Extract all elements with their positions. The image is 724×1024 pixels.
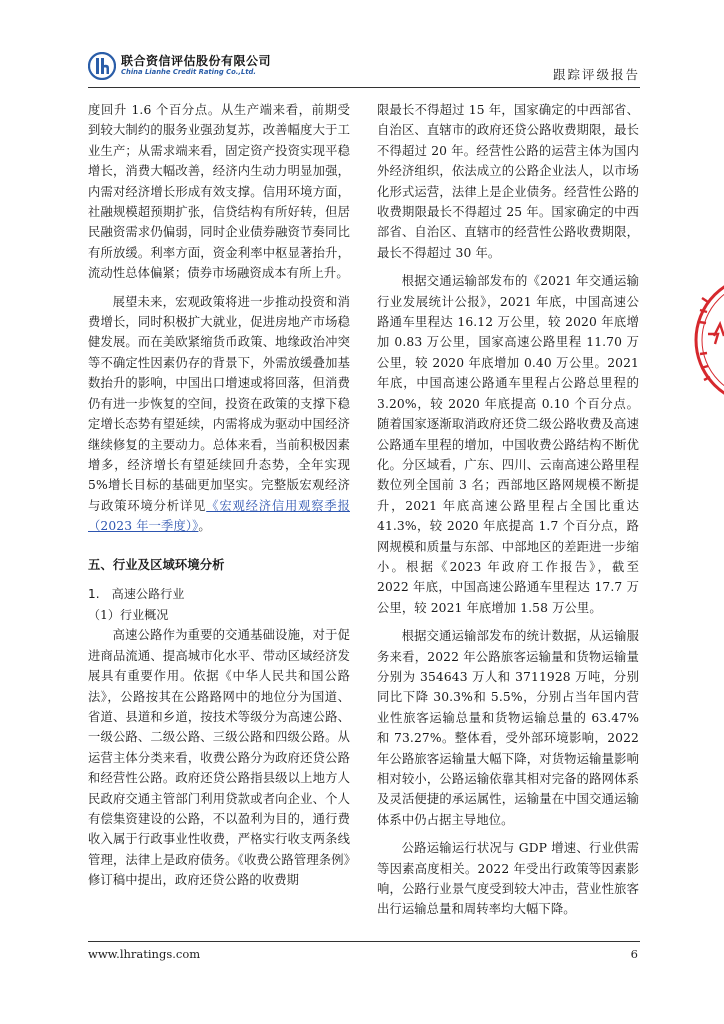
paragraph: 度回升 1.6 个百分点。从生产端来看，前期受到较大制约的服务业强劲复苏，改善幅度大于工业生产；从需求端来看，固定资产投资实现平稳增长，消费大幅改善，经济内生动力明显加强，内需对经济增长形成有效支撑。信用环境方面，社融规模超预期扩张，信贷结构有所好转，但居民融资需求仍偏弱，同时企业债券融资节奏同比有所放缓。利率方面，资金利率中枢显著抬升，流动性总体偏紧；债券市场融资成本有所上升。 bbox=[88, 103, 350, 281]
paragraph-text: 展望未来，宏观政策将进一步推动投资和消费增长，同时积极扩大就业，促进房地产市场稳健发展。而在美欧紧缩货币政策、地缘政治冲突等不确定性因素仍存的背景下，外需放缓叠加基数抬升的影响，中国出口增速或将回落，但消费仍有进一步恢复的空间，投资在政策的支撑下稳定增长态势有望延续，内需将成为驱动中国经济继续修复的主要动力。总体来看，当前积极因素增多，经济增长有望延续回升态势，全年实现 5%增长目标的基础更加坚实。完整版宏观经济与政策环境分析详见 bbox=[88, 294, 350, 513]
company-name-cn: 联合资信评估股份有限公司 bbox=[121, 54, 272, 68]
footer-divider bbox=[88, 941, 640, 942]
header-divider bbox=[88, 87, 640, 88]
company-seal-icon bbox=[688, 270, 724, 410]
left-column bbox=[88, 100, 350, 891]
paragraph: 限最长不得超过 15 年，国家确定的中西部省、自治区、直辖市的政府还贷公路收费期限，最长不得超过 20 年。经营性公路的运营主体为国内外经济组织，依法成立的公路企业法人，以市场化形式运营，法律上是企业债务。经营性公路的收费期限最长不得超过 25 年。国家确定的中西部省、自治区、直辖市的经营性公路收费期限，最长不得超过 30 年。 bbox=[377, 103, 639, 260]
paragraph: 根据交通运输部发布的统计数据，从运输服务来看，2022 年公路旅客运输量和货物运输量分别为 354643 万人和 3711928 万吨，分别同比下降 30.3%和 5.5%，分别占当年国内营业性旅客运输总量和货物运输总量的 63.47%和 73.27%。整体看，受外部环境影响，2022 年公路旅客运输量大幅下降，对货物运输量影响相对较小，公路运输依靠其相对完备的路网体系及灵活便捷的承运属性，运输量在中国交通运输体系中仍占据主导地位。 bbox=[377, 629, 639, 827]
paragraph: 根据交通运输部发布的《2021 年交通运输行业发展统计公报》，2021 年底，中国高速公路通车里程达 16.12 万公里，较 2020 年底增加 0.83 万公里，国家高速公路里程 11.70 万公里，较 2020 年底增加 0.40 万公里。2021 年底，中国高速公路通车里程占公路总里程的 3.20%，较 2020 年底提高 0.10 个百分点。随着国家逐渐取消政府还贷二级公路收费及高速公路通车里程的增加，中国收费公路结构不断优化。分区域看，广东、四川、云南高速公路里程数位列全国前 3 名；西部地区路网规模不断提升，2021 年底高速公路里程占全国比重达 41.3%，较 2020 年底提高 1.7 个百分点，路网规模和质量与东部、中部地区的差距进一步缩小。根据《2023 年政府工作报告》，截至 2022 年底，中国高速公路通车里程达 17.7 万公里，较 2021 年底增加 1.58 万公里。 bbox=[377, 274, 639, 615]
paragraph bbox=[88, 292, 350, 537]
section-title: 五、行业及区域环境分析 bbox=[88, 557, 225, 572]
report-type: 跟踪评级报告 bbox=[552, 67, 640, 82]
macro-report-link[interactable]: 《宏观经济信用观察季报（2023 年一季度）》 bbox=[88, 498, 350, 534]
page-number: 6 bbox=[630, 947, 638, 961]
right-column bbox=[377, 100, 639, 920]
subsection-title: 1. 高速公路行业 bbox=[88, 586, 185, 601]
website-url[interactable]: www.lhratings.com bbox=[88, 947, 201, 961]
paragraph-end: 。 bbox=[198, 519, 211, 534]
company-name-en: China Lianhe Credit Rating Co.,Ltd. bbox=[121, 68, 256, 76]
lianhe-logo-icon bbox=[88, 52, 116, 80]
subsection-subtitle: （1）行业概况 bbox=[88, 607, 169, 622]
paragraph: 高速公路作为重要的交通基础设施，对于促进商品流通、提高城市化水平、带动区域经济发展具有重要作用。依据《中华人民共和国公路法》，公路按其在公路路网中的地位分为国道、省道、县道和乡道，按技术等级分为高速公路、一级公路、二级公路、三级公路和四级公路。从运营主体分类来看，收费公路分为政府还贷公路和经营性公路。政府还贷公路指县级以上地方人民政府交通主管部门利用贷款或者向企业、个人有偿集资建设的公路，不以盈利为目的，通行费收入属于行政事业性收费，严格实行收支两条线管理，法律上是政府债务。《收费公路管理条例》修订稿中提出，政府还贷公路的收费期 bbox=[88, 628, 350, 888]
page-header bbox=[88, 52, 640, 84]
paragraph: 公路运输运行状况与 GDP 增速、行业供需等因素高度相关。2022 年受出行政策等因素影响，公路行业景气度受到较大冲击，营业性旅客出行运输总量和周转率均大幅下降。 bbox=[377, 841, 639, 917]
